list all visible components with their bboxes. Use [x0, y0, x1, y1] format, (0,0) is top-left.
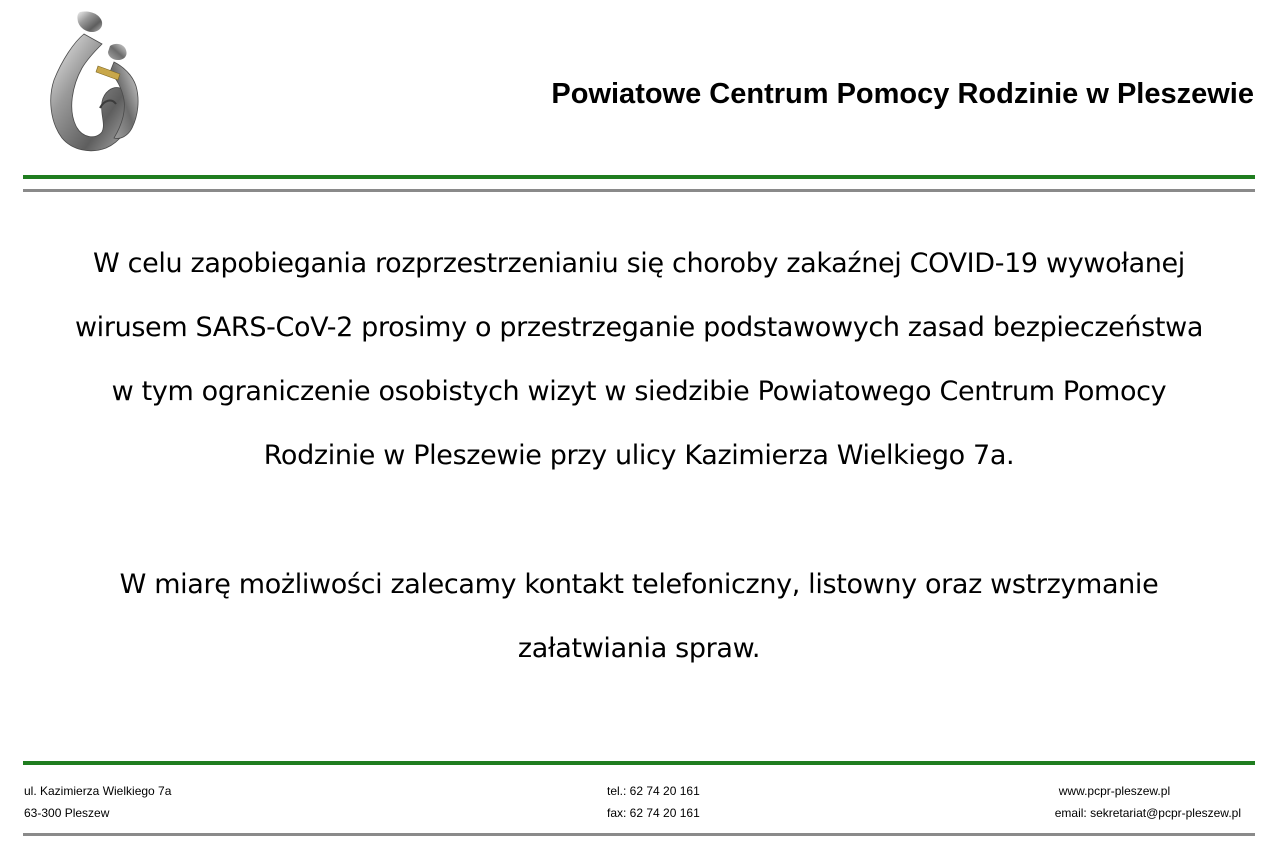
page-title: Powiatowe Centrum Pomocy Rodzinie w Pleszewie: [551, 78, 1254, 110]
fax-number: fax: 62 74 20 161: [607, 806, 700, 820]
family-figures-logo-icon: [40, 8, 150, 156]
notice-line: w tym ograniczenie osobistych wizyt w siedzibie Powiatowego Centrum Pomocy: [111, 376, 1167, 407]
notice-line: Rodzinie w Pleszewie przy ulicy Kazimierza Wielkiego 7a.: [263, 440, 1015, 471]
header-divider-green: [23, 175, 1255, 179]
header-divider-gray: [23, 189, 1255, 192]
footer-divider-green: [23, 761, 1255, 765]
email-link[interactable]: email: sekretariat@pcpr-pleszew.pl: [1054, 806, 1241, 820]
notice-line: załatwiania spraw.: [517, 633, 761, 664]
footer-divider-gray: [23, 833, 1255, 836]
notice-paragraph-covid: [23, 232, 1255, 488]
notice-line: W celu zapobiegania rozprzestrzenianiu się choroby zakaźnej COVID-19 wywołanej: [93, 248, 1185, 279]
address-street: ul. Kazimierza Wielkiego 7a: [24, 784, 172, 798]
notice-paragraph-contact: [23, 553, 1255, 681]
phone-number: tel.: 62 74 20 161: [607, 784, 700, 798]
footer-phone: [607, 780, 700, 824]
footer-address: [24, 780, 171, 824]
address-city: 63-300 Pleszew: [24, 806, 110, 820]
website-link[interactable]: www.pcpr-pleszew.pl: [1058, 784, 1171, 798]
notice-line: W miarę możliwości zalecamy kontakt telefoniczny, listowny oraz wstrzymanie: [119, 569, 1159, 600]
footer-contact: [1055, 780, 1241, 824]
notice-line: wirusem SARS-CoV-2 prosimy o przestrzeganie podstawowych zasad bezpieczeństwa: [74, 312, 1204, 343]
